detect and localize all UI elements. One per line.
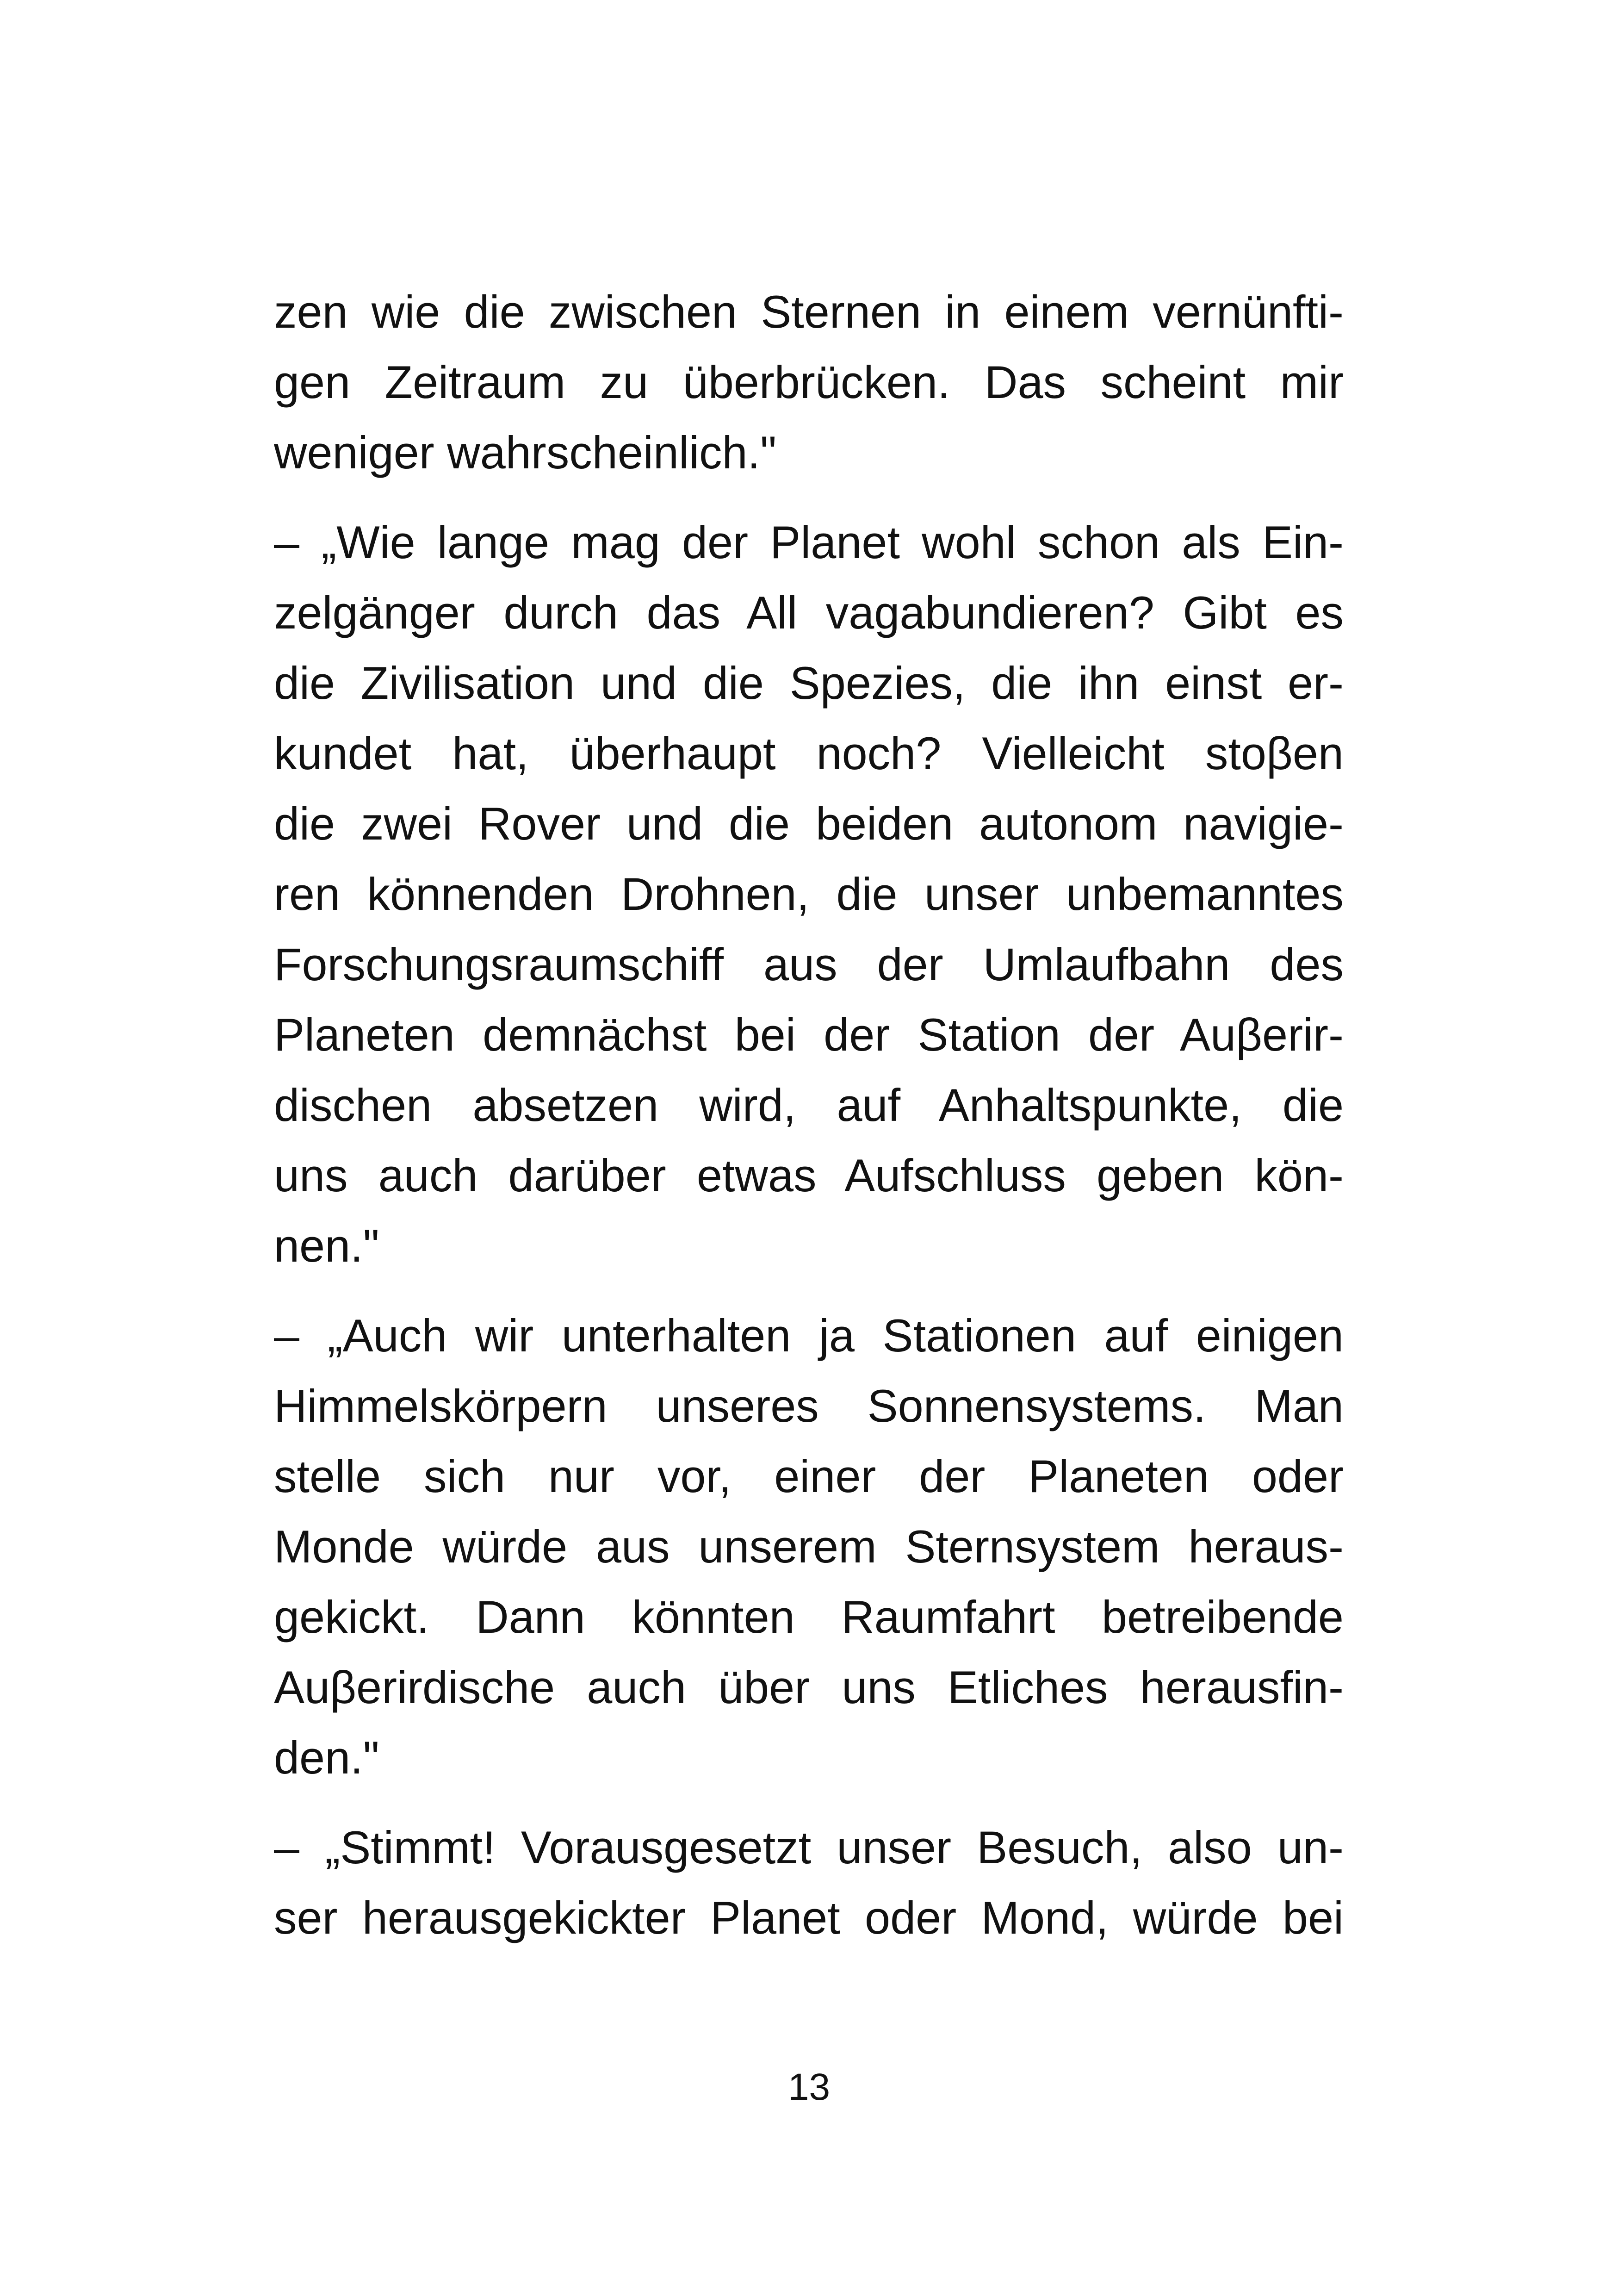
text-line: – „Wie lange mag der Planet wohl schon als Ein- <box>274 516 1344 568</box>
text-line: Monde würde aus unserem Sternsystem heraus- <box>274 1521 1344 1572</box>
paragraph <box>274 1812 1344 1953</box>
text-line: weniger wahrscheinlich." <box>274 427 777 478</box>
text-line: Planeten demnächst bei der Station der Auβerir- <box>274 1009 1344 1060</box>
text-line: – „Stimmt! Vorausgesetzt unser Besuch, also un- <box>274 1822 1344 1873</box>
text-line: nen." <box>274 1220 379 1271</box>
text-line: Himmelskörpern unseres Sonnensystems. Man <box>274 1380 1344 1431</box>
text-line: ser herausgekickter Planet oder Mond, würde bei <box>274 1892 1344 1943</box>
text-line: kundet hat, überhaupt noch? Vielleicht stoβen <box>274 728 1344 779</box>
text-line: dischen absetzen wird, auf Anhaltspunkte, die <box>274 1079 1344 1131</box>
text-line: Auβerirdische auch über uns Etliches herausfin- <box>274 1661 1344 1713</box>
text-line: zen wie die zwischen Sternen in einem vernünfti- <box>274 286 1344 337</box>
text-line: den." <box>274 1732 379 1783</box>
text-line: die Zivilisation und die Spezies, die ihn einst er- <box>274 657 1344 709</box>
text-line: stelle sich nur vor, einer der Planeten oder <box>274 1450 1344 1502</box>
paragraph <box>274 277 1344 488</box>
paragraph-spacer <box>274 1281 1344 1300</box>
paragraph-spacer <box>274 1793 1344 1812</box>
text-line: gen Zeitraum zu überbrücken. Das scheint mir <box>274 356 1344 408</box>
paragraph <box>274 507 1344 1281</box>
text-line: – „Auch wir unterhalten ja Stationen auf einigen <box>274 1310 1344 1361</box>
text-line: gekickt. Dann könnten Raumfahrt betreibende <box>274 1591 1344 1643</box>
text-line: die zwei Rover und die beiden autonom navigie- <box>274 798 1344 849</box>
body-text <box>274 277 1344 1953</box>
paragraph-spacer <box>274 488 1344 507</box>
text-line: Forschungsraumschiff aus der Umlaufbahn des <box>274 939 1344 990</box>
page-number: 13 <box>787 2066 831 2108</box>
text-line: ren könnenden Drohnen, die unser unbemanntes <box>274 868 1344 920</box>
text-line: uns auch darüber etwas Aufschluss geben kön- <box>274 1150 1344 1201</box>
text-line: zelgänger durch das All vagabundieren? Gibt es <box>274 587 1344 638</box>
paragraph <box>274 1300 1344 1793</box>
